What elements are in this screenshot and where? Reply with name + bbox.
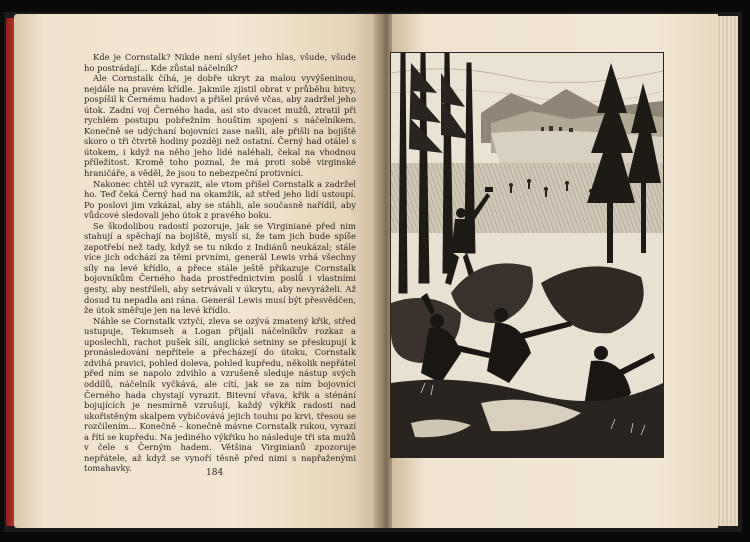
paragraph: Ale Cornstalk číhá, je dobře ukryt za malou vyvýšeninou, nejdále na pravém křídle. Jakmile zjistil obrat v průběhu bitvy, pospíšil k Černému hadovi a přišel právě včas, aby zadržel jeho útok. Zadní voj Černého hada, asi sto dvacet mužů, ztratil při rychlém postupu pobřežním houštím spojení s náčelníkem. Konečně se udýchaní bojovníci zase našli, ale přišli na bojiště skoro o tři čtvrtě hodiny později než ostatní. Černý had otálel s útokem, i když na něho jeho lidé naléhali, čekal na vhodnou příležitost. Kromě toho poznal, že má proti sobě virginské hraničáře, a věděl, že jsou to nebezpeční protivníci. (84, 73, 356, 179)
paragraph: Se škodolibou radostí pozoruje, jak se Virginiané před nim stahují a spěchají na bojiště, myslí si, že tam jich bude spíše zapotřebí než tady, když se tu nikdo z Indiánů neukázal; stále více jich odchází za těmi prvními, generál Lewis vrhá všechny síly na levé křídlo, a přece stále ještě přikazuje Cornstalk bojovníkům Černého hada prostřednictvím poslů i vlastními gesty, aby nestříleli, aby setrvávali v úkrytu, aby nevyráželi. Až dosud tu nepadla ani rána. Generál Lewis musí být přesvědčen, že útok směřuje jen na levé křídlo. (84, 220, 356, 316)
paragraph: Kde je Cornstalk? Nikde není slyšet jeho hlas, všude, všude ho postrádají... Kde zůstal náčelník? (84, 52, 356, 73)
paragraph: Náhle se Cornstalk vztyčí, zleva se ozývá zmatený křik, střed ustupuje, Tekumseh a Logan přijali náčelníkův rozkaz a uposlechli, rachot pušek sílí, anglické setniny se přeskupují k pronásledování nepřítele a přecházejí do útoku, Cornstalk zdvihá pravici, pohled doleva, pohled kupředu, několik nepřátel před ním se napolo zdvihlo a vzrušeně sleduje nástup svých oddílů, náčelník vyčkává, ale cítí, jak se za ním bojovníci Černého hada chystají vyrazit. Bitevní vřava, křik a sténání bojujících je nesmírně vzrušují, každý výkřik radosti nad ukořistěným skalpem vybičovává jejich touhu po krvi, třesou se rozčilením... Konečně – konečně mávne Cornstalk rukou, vyrazí a řítí se kupředu. Na jediného výkřiku ho následuje tři sta mužů v čele s Černým hadem. Většina Virginianů zpozoruje nepřátele, až když se vynoří těsně před nimi s napřaženými tomahavky. (84, 315, 356, 474)
woodcut-art (391, 53, 663, 457)
left-page-text (84, 52, 356, 474)
battle-illustration (390, 52, 664, 458)
paragraph: Nakonec chtěl už vyrazit, ale vtom přišel Cornstalk a zadržel ho. Teď čeká Černý had na okamžik, až střed jeho lidí ustoupí. Po poslovi jim vzkázal, aby se stáhli, ale současně nařídil, aby vůdcové sledovali jeho útok z pravého boku. (84, 178, 356, 221)
page-number: 184 (206, 468, 224, 478)
book-cover-edge (6, 18, 14, 526)
page-edges (716, 16, 738, 526)
